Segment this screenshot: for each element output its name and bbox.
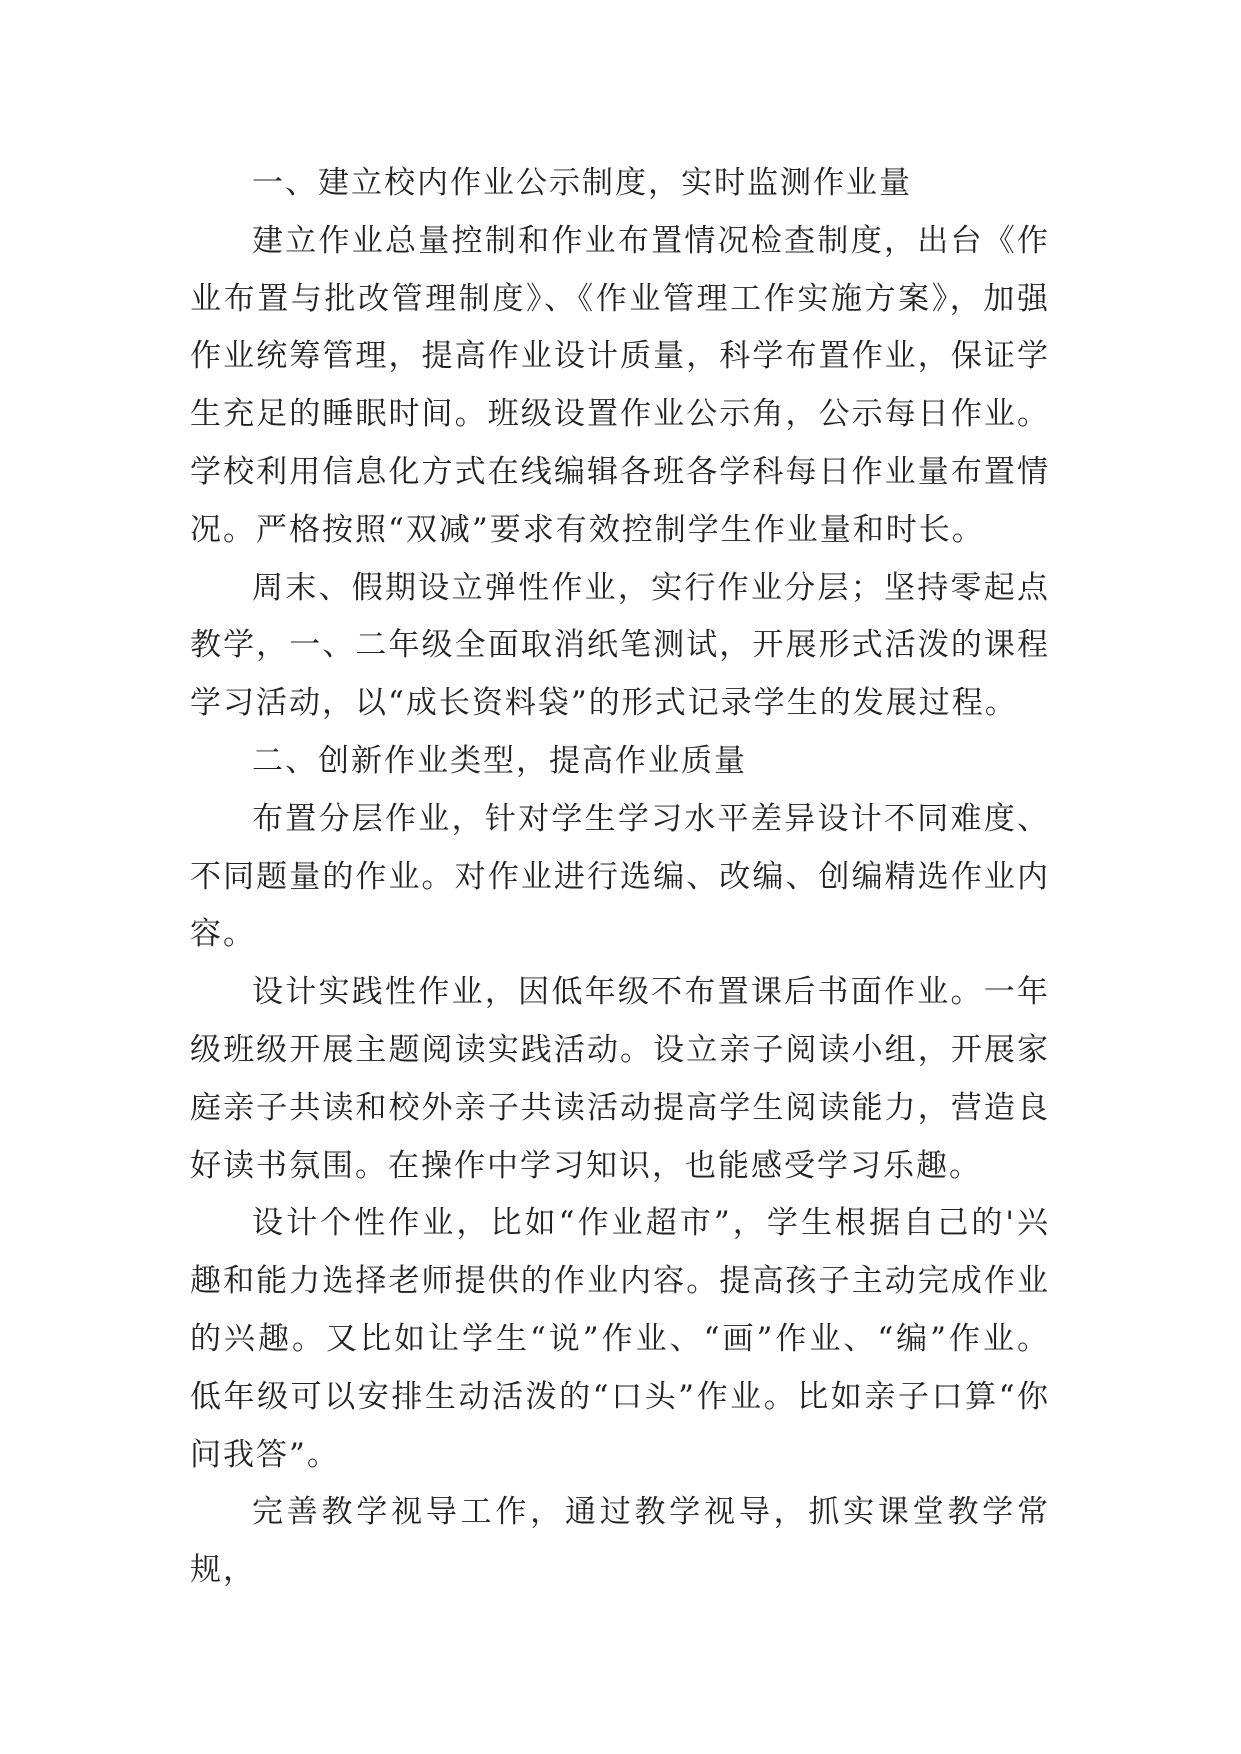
paragraph: 布置分层作业，针对学生学习水平差异设计不同难度、不同题量的作业。对作业进行选编、改编、创编精选作业内容。 [190,800,1050,953]
document-body [190,155,1050,1600]
paragraph: 周末、假期设立弹性作业，实行作业分层；坚持零起点教学，一、二年级全面取消纸笔测试，开展形式活泼的课程学习活动，以“成长资料袋”的形式记录学生的发展过程。 [190,569,1050,722]
paragraph: 完善教学视导工作，通过教学视导，抓实课堂教学常规， [190,1494,1050,1589]
paragraph: 设计个性作业，比如“作业超市”，学生根据自己的'兴趣和能力选择老师提供的作业内容。提高孩子主动完成作业的兴趣。又比如让学生“说”作业、“画”作业、“编”作业。低年级可以安排生动活泼的“口头”作业。比如亲子口算“你问我答”。 [190,1205,1050,1473]
section-heading-2: 二、创新作业类型，提高作业质量 [252,742,747,779]
paragraph: 设计实践性作业，因低年级不布置课后书面作业。一年级班级开展主题阅读实践活动。设立亲子阅读小组，开展家庭亲子共读和校外亲子共读活动提高学生阅读能力，营造良好读书氛围。在操作中学习知识，也能感受学习乐趣。 [190,974,1050,1184]
section-heading-1: 一、建立校内作业公示制度，实时监测作业量 [252,165,912,201]
paragraph: 建立作业总量控制和作业布置情况检查制度，出台《作业布置与批改管理制度》、《作业管理工作实施方案》，加强作业统筹管理，提高作业设计质量，科学布置作业，保证学生充足的睡眠时间。班级设置作业公示角，公示每日作业。学校利用信息化方式在线编辑各班各学科每日作业量布置情况。严格按照“双减”要求有效控制学生作业量和时长。 [190,222,1050,548]
